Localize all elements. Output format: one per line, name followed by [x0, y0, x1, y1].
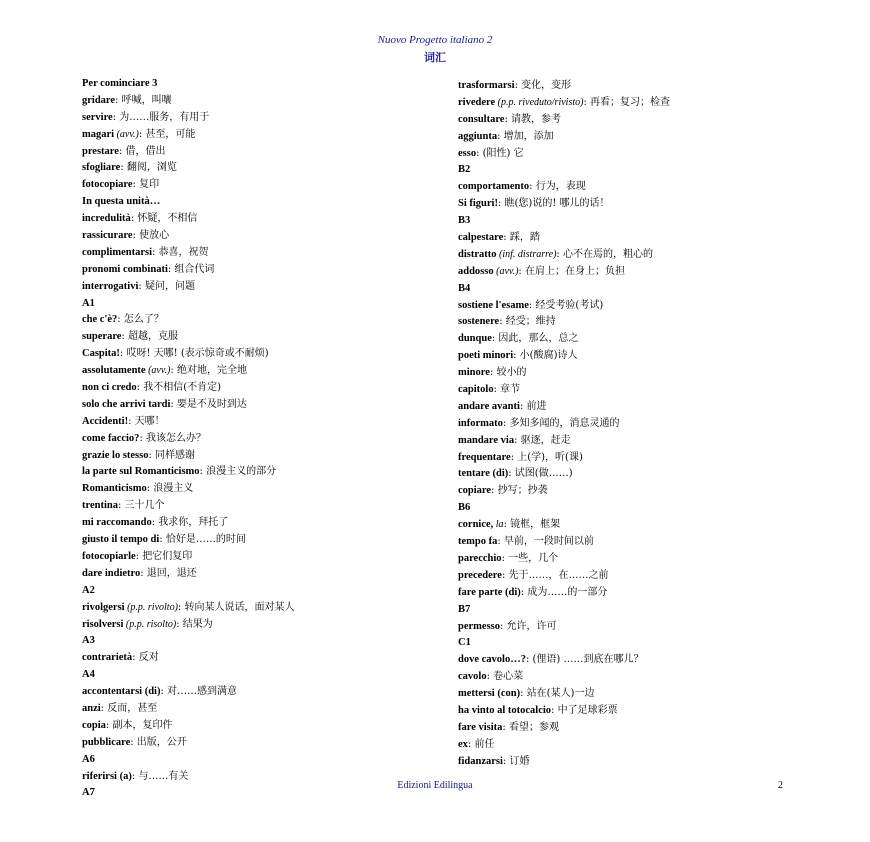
vocabulary-entry: [82, 144, 432, 161]
italian-term: servire: [82, 111, 113, 123]
grammar-note: (p.p. rivolto): [124, 601, 178, 613]
italian-term: rivolgersi: [82, 601, 125, 613]
vocabulary-entry: [458, 703, 818, 720]
italian-term: rivedere: [458, 96, 496, 108]
vocabulary-entry: [458, 585, 818, 602]
vocabulary-entry: [458, 551, 818, 568]
vocabulary-entry: [458, 264, 818, 281]
right-vocabulary-column: [458, 78, 818, 771]
italian-term: permesso: [458, 620, 500, 632]
italian-term: esso: [458, 147, 477, 159]
chinese-translation: : 恭喜，祝贺: [152, 246, 209, 258]
italian-term: tentare (di): [458, 468, 509, 480]
chinese-translation: : 章节: [493, 384, 521, 396]
italian-term: dare indietro: [82, 567, 141, 579]
vocabulary-entry: [458, 416, 818, 433]
left-vocabulary-column: [82, 76, 432, 802]
chinese-translation: : 行为，表现: [529, 181, 586, 193]
vocabulary-entry: [82, 448, 432, 465]
italian-term: incredulità: [82, 213, 131, 225]
section-code: Per cominciare 3: [82, 78, 158, 89]
vocabulary-entry: [82, 245, 432, 262]
chinese-translation: : 反对: [132, 652, 159, 664]
vocabulary-entry: [82, 93, 432, 110]
chinese-translation: : 小(酸腐)诗人: [513, 350, 578, 362]
section-label: [458, 602, 818, 619]
chinese-translation: : 上(学)，听(课): [510, 451, 583, 463]
italian-term: andare avanti: [458, 400, 520, 412]
section-label: [82, 583, 432, 600]
italian-term: fotocopiare: [82, 179, 133, 191]
italian-term: tempo fa: [458, 536, 498, 548]
section-label: [82, 296, 432, 313]
chinese-translation: : 前进: [519, 400, 547, 412]
section-label: [458, 635, 818, 652]
italian-term: assolutamente: [82, 365, 146, 377]
vocabulary-entry: [82, 498, 432, 515]
section-label: [458, 281, 818, 298]
vocabulary-entry: [82, 515, 432, 532]
vocabulary-entry: [82, 279, 432, 296]
italian-term: magari: [82, 128, 115, 140]
vocabulary-entry: [82, 363, 432, 380]
chinese-translation: : 站在(某人)一边: [520, 688, 595, 700]
grammar-note: (p.p. riveduto/rivisto): [495, 96, 584, 108]
chinese-translation: : 早前，一段时间以前: [497, 536, 594, 548]
italian-term: fare visita: [458, 721, 503, 733]
italian-term: riferirsi (a): [82, 770, 132, 782]
section-code: In questa unità…: [82, 196, 161, 208]
chinese-translation: : 超越，克服: [121, 331, 179, 343]
vocabulary-entry: [82, 431, 432, 448]
vocabulary-entry: [458, 146, 818, 163]
chinese-translation: : 抄写；抄袭: [491, 485, 548, 497]
italian-term: accontentarsi (di): [82, 686, 161, 698]
italian-term: cavolo: [458, 671, 487, 683]
chinese-translation: : 中了足球彩票: [551, 704, 618, 716]
italian-term: copia: [82, 719, 106, 731]
section-label: [82, 752, 432, 769]
chinese-translation: : 呼喊，叫嚷: [115, 94, 172, 106]
vocabulary-entry: [82, 718, 432, 735]
italian-term: mettersi (con): [458, 688, 521, 700]
chinese-translation: : 怎么了？: [117, 314, 164, 326]
section-code: A4: [82, 669, 95, 681]
chinese-translation: : 因此，那么，总之: [491, 333, 579, 345]
section-code: A1: [82, 297, 95, 309]
chinese-translation: : (阳性) 它: [476, 147, 524, 159]
vocabulary-entry: [458, 348, 818, 365]
chinese-translation: : 瞧(您)说的! 哪儿的话！: [497, 198, 610, 210]
vocabulary-entry: [458, 737, 818, 754]
vocabulary-entry: [82, 464, 432, 481]
italian-term: come faccio?: [82, 432, 140, 444]
chinese-translation: : 对……感到满意: [160, 686, 238, 698]
chinese-translation: : 组合代词: [167, 263, 215, 275]
vocabulary-entry: [458, 568, 818, 585]
section-code: B7: [458, 603, 471, 615]
italian-term: contrarietà: [82, 652, 133, 664]
chinese-translation: : 要是不及时到达: [170, 398, 247, 410]
chinese-translation: : 借，借出: [118, 145, 166, 157]
section-code: A2: [82, 584, 95, 596]
section-code: A3: [82, 635, 95, 647]
chinese-translation: : 哎呀! 天哪! (表示惊奇或不耐烦): [119, 348, 269, 360]
vocabulary-entry: [82, 262, 432, 279]
grammar-note: (avv.): [114, 128, 139, 140]
vocabulary-entry: [82, 566, 432, 583]
italian-term: cornice,: [458, 519, 494, 531]
section-code: B2: [458, 164, 471, 176]
vocabulary-entry: [82, 312, 432, 329]
chinese-translation: : 把它们复印: [135, 550, 193, 562]
italian-term: risolversi: [82, 618, 124, 630]
chinese-translation: : 卷心菜: [486, 671, 524, 683]
chinese-translation: : 较小的: [489, 367, 527, 379]
section-heading: 词汇: [424, 51, 446, 64]
italian-term: parecchio: [458, 552, 502, 564]
chinese-translation: : (俚语) ……到底在哪儿？: [525, 654, 644, 666]
vocabulary-entry: [82, 684, 432, 701]
vocabulary-entry: [82, 228, 432, 245]
chinese-translation: : 前任: [467, 738, 495, 750]
italian-term: distratto: [458, 248, 497, 260]
chinese-translation: : 绝对地，完全地: [170, 365, 247, 377]
vocabulary-entry: [458, 112, 818, 129]
italian-term: consultare: [458, 113, 505, 125]
italian-term: minore: [458, 367, 490, 379]
chinese-translation: : 增加，添加: [497, 130, 554, 142]
chinese-translation: : 驱逐，赶走: [514, 434, 571, 446]
italian-term: complimentarsi: [82, 246, 152, 258]
italian-term: ha vinto al totocalcio: [458, 704, 552, 716]
vocabulary-entry: [82, 617, 432, 634]
vocabulary-entry: [458, 129, 818, 146]
chinese-translation: : 同样感谢: [148, 449, 196, 461]
publisher-footer: Edizioni Edilingua: [397, 780, 473, 791]
vocabulary-entry: [458, 669, 818, 686]
italian-term: poeti minori: [458, 350, 514, 362]
italian-term: pubblicare: [82, 736, 131, 748]
chinese-translation: : 副本，复印件: [105, 719, 173, 731]
chinese-translation: : 心不在焉的，粗心的: [556, 248, 653, 260]
italian-term: superare: [82, 331, 122, 343]
vocabulary-entry: [458, 365, 818, 382]
chinese-translation: : 经受考验(考试): [528, 299, 604, 311]
vocabulary-entry: [458, 619, 818, 636]
chinese-translation: : 允许，许可: [500, 620, 557, 632]
italian-term: Si figuri!: [458, 198, 498, 210]
chinese-translation: : 试图(做……): [508, 468, 573, 480]
italian-term: giusto il tempo di: [82, 534, 160, 546]
vocabulary-entry: [458, 196, 818, 213]
italian-term: grazie lo stesso: [82, 449, 149, 461]
vocabulary-entry: [458, 95, 818, 112]
vocabulary-entry: [82, 735, 432, 752]
vocabulary-entry: [82, 532, 432, 549]
italian-term: comportamento: [458, 181, 530, 193]
italian-term: Accidenti!: [82, 415, 129, 427]
chinese-translation: : 怀疑，不相信: [130, 213, 198, 225]
italian-term: trasformarsi: [458, 80, 515, 91]
chinese-translation: : 甚至，可能: [138, 128, 196, 140]
vocabulary-entry: [458, 534, 818, 551]
vocabulary-entry: [82, 600, 432, 617]
vocabulary-entry: [82, 329, 432, 346]
chinese-translation: : 出版，公开: [130, 736, 187, 748]
italian-term: aggiunta: [458, 130, 498, 142]
vocabulary-entry: [458, 517, 818, 534]
italian-term: dove cavolo…?: [458, 654, 526, 666]
chinese-translation: : 看望；参观: [502, 721, 559, 733]
grammar-note: (avv.): [145, 365, 171, 377]
vocabulary-entry: [82, 481, 432, 498]
chinese-translation: : 请教，参考: [504, 113, 562, 125]
chinese-translation: : 转向某人说话，面对某人: [177, 601, 295, 613]
vocabulary-entry: [458, 298, 818, 315]
vocabulary-entry: [458, 450, 818, 467]
section-label: [458, 213, 818, 230]
vocabulary-entry: [458, 686, 818, 703]
vocabulary-entry: [82, 110, 432, 127]
chinese-translation: : 先于……，在……之前: [501, 569, 609, 581]
italian-term: fotocopiarle: [82, 550, 136, 562]
italian-term: Romanticismo: [82, 483, 147, 495]
italian-term: sostenere: [458, 316, 500, 328]
vocabulary-entry: [458, 466, 818, 483]
vocabulary-entry: [458, 382, 818, 399]
grammar-note: (avv.): [493, 265, 519, 277]
chinese-translation: : 三十几个: [117, 500, 165, 512]
vocabulary-entry: [82, 346, 432, 363]
vocabulary-entry: [458, 78, 818, 95]
italian-term: Caspita!: [82, 348, 120, 360]
vocabulary-entry: [458, 483, 818, 500]
section-code: A7: [82, 787, 95, 799]
chinese-translation: : 我该怎么办？: [139, 432, 206, 444]
section-code: B6: [458, 502, 471, 514]
vocabulary-entry: [458, 652, 818, 669]
vocabulary-entry: [82, 211, 432, 228]
italian-term: la parte sul Romanticismo: [82, 466, 200, 478]
vocabulary-entry: [458, 433, 818, 450]
section-label: [82, 194, 432, 211]
chinese-translation: : 退回，退还: [140, 567, 197, 579]
italian-term: capitolo: [458, 384, 494, 396]
section-label: [458, 162, 818, 179]
vocabulary-entry: [82, 397, 432, 414]
italian-term: trentina: [82, 500, 118, 512]
section-code: A6: [82, 753, 95, 765]
vocabulary-entry: [458, 331, 818, 348]
chinese-translation: : 变化，变形: [514, 80, 572, 91]
grammar-note: (p.p. risolto): [123, 618, 177, 630]
chinese-translation: : 一些，几个: [501, 552, 559, 564]
grammar-note: la: [493, 519, 504, 531]
italian-term: pronomi combinati: [82, 263, 168, 275]
italian-term: dunque: [458, 333, 492, 345]
book-title: Nuovo Progetto italiano 2: [377, 34, 493, 46]
italian-term: mi raccomando: [82, 517, 152, 529]
vocabulary-entry: [82, 177, 432, 194]
chinese-translation: : 翻阅，浏览: [120, 162, 177, 174]
italian-term: gridare: [82, 94, 116, 106]
chinese-translation: : 与……有关: [131, 770, 189, 782]
chinese-translation: : 疑问，问题: [138, 280, 195, 292]
vocabulary-entry: [458, 754, 818, 771]
italian-term: addosso: [458, 265, 494, 277]
vocabulary-entry: [458, 720, 818, 737]
section-code: C1: [458, 637, 471, 649]
section-label: [82, 633, 432, 650]
vocabulary-entry: [458, 247, 818, 264]
italian-term: che c'è?: [82, 314, 118, 326]
chinese-translation: : 再看；复习；检查: [583, 96, 671, 108]
vocabulary-entry: [82, 701, 432, 718]
chinese-translation: : 在肩上；在身上；负担: [518, 265, 625, 277]
chinese-translation: : 我不相信(不肯定): [136, 382, 221, 394]
section-label: [82, 76, 432, 93]
chinese-translation: : 使放心: [132, 230, 170, 242]
italian-term: solo che arrivi tardi: [82, 398, 171, 410]
italian-term: interrogativi: [82, 280, 139, 292]
italian-term: sfogliare: [82, 162, 121, 174]
chinese-translation: : 成为……的一部分: [520, 586, 608, 598]
chinese-translation: : 浪漫主义的部分: [199, 466, 277, 478]
italian-term: frequentare: [458, 451, 511, 463]
grammar-note: (inf. distrarre): [496, 248, 557, 260]
chinese-translation: : 恰好是……的时间: [159, 534, 246, 546]
section-code: B3: [458, 215, 471, 227]
chinese-translation: : 为……服务，有用于: [112, 111, 210, 123]
chinese-translation: : 订婚: [502, 755, 530, 767]
chinese-translation: : 天哪！: [128, 415, 165, 427]
chinese-translation: : 反而，甚至: [100, 702, 158, 714]
italian-term: anzi: [82, 702, 101, 714]
italian-term: precedere: [458, 569, 502, 581]
chinese-translation: : 多知多闻的，消息灵通的: [502, 417, 620, 429]
vocabulary-entry: [82, 414, 432, 431]
section-code: B4: [458, 282, 471, 294]
vocabulary-entry: [82, 380, 432, 397]
italian-term: sostiene l'esame: [458, 299, 529, 311]
vocabulary-entry: [458, 314, 818, 331]
vocabulary-entry: [82, 160, 432, 177]
italian-term: prestare: [82, 145, 119, 157]
vocabulary-entry: [82, 650, 432, 667]
section-label: [458, 500, 818, 517]
italian-term: copiare: [458, 485, 492, 497]
chinese-translation: : 浪漫主义: [146, 483, 194, 495]
italian-term: fare parte (di): [458, 586, 521, 598]
italian-term: calpestare: [458, 232, 504, 244]
vocabulary-entry: [458, 399, 818, 416]
italian-term: fidanzarsi: [458, 755, 503, 767]
vocabulary-entry: [82, 127, 432, 144]
chinese-translation: : 踩，踏: [503, 232, 540, 244]
italian-term: mandare via: [458, 434, 515, 446]
vocabulary-entry: [458, 179, 818, 196]
chinese-translation: : 结果为: [176, 618, 213, 630]
chinese-translation: : 镜框，框架: [503, 519, 561, 531]
italian-term: ex: [458, 738, 468, 750]
vocabulary-entry: [458, 230, 818, 247]
italian-term: rassicurare: [82, 230, 133, 242]
chinese-translation: : 复印: [132, 179, 160, 191]
chinese-translation: : 我求你，拜托了: [151, 517, 229, 529]
vocabulary-entry: [82, 549, 432, 566]
italian-term: non ci credo: [82, 382, 137, 394]
page-number: 2: [778, 780, 783, 791]
section-label: [82, 667, 432, 684]
italian-term: informato: [458, 417, 503, 429]
chinese-translation: : 经受；维持: [499, 316, 556, 328]
